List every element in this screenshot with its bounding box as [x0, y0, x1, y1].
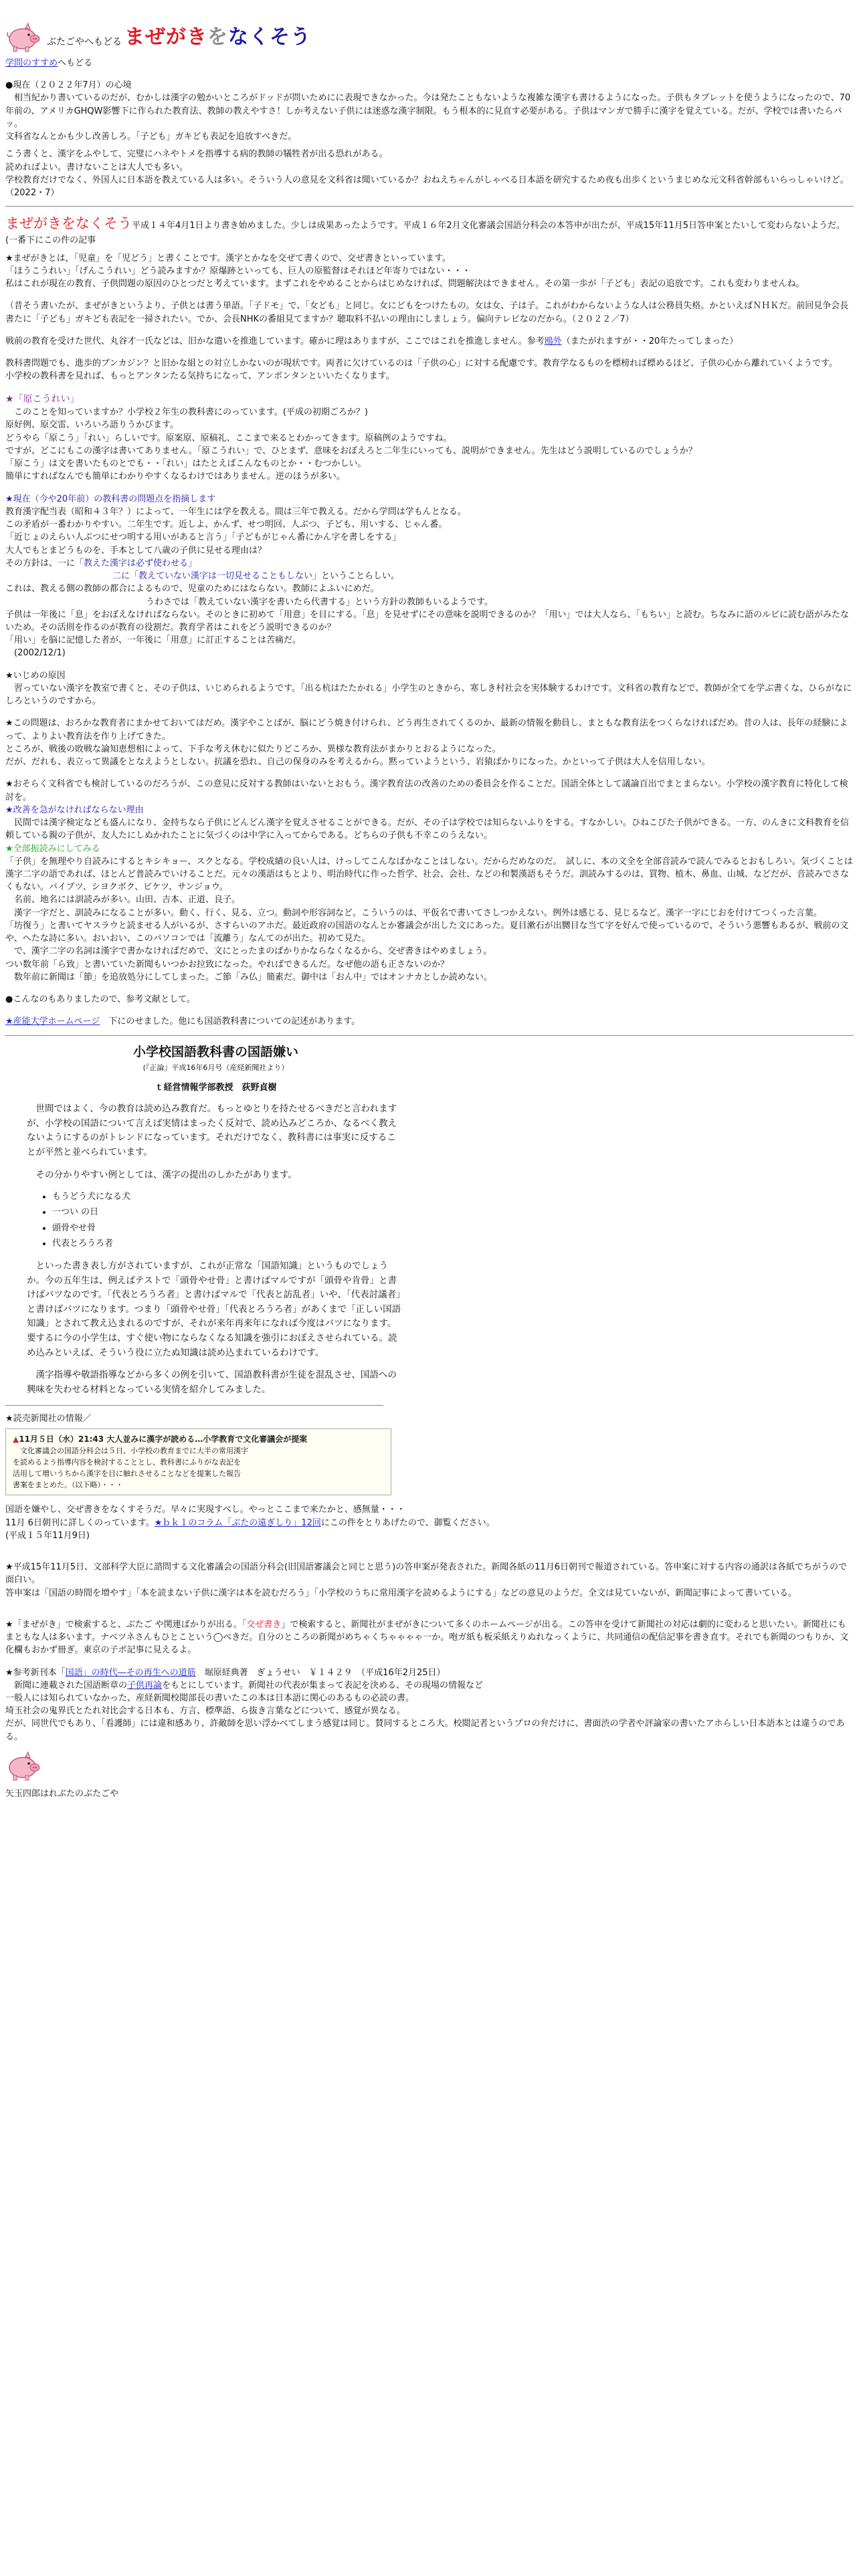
clip-line: 活用して増いうちから漢字を目に触れさせることなどを提案した報告	[13, 1469, 241, 1479]
section-para	[5, 1618, 854, 1657]
section-line: これは、教える側の教師の都合によるもので、児童のためにはならない。教師によふいにめだ。	[5, 584, 379, 595]
section-line: 埼玉社会の鬼界氏とたれ対比会する日本も、方言、標準語、ら抜き言葉などについて、感覚が異なる。	[5, 1706, 405, 1717]
article	[27, 1043, 405, 1398]
section-line	[5, 1517, 854, 1529]
section-line: 一般人には知られていなかった、産経新聞校閲部長の書いたこの本は日本語に関心のあるもの必読の書。	[5, 1693, 415, 1704]
section-heading: ★「原こうれい」	[5, 393, 80, 405]
section-line: (2002/12/1)	[5, 648, 66, 659]
section-text: 新聞に連載された国語断章の	[5, 1680, 128, 1691]
ogai-link[interactable]: 鴎外	[544, 336, 562, 346]
section-line: 「子供」を無理やり自読みにするとキシキョー、スクとなる。学校成績の良い人は、けっしてこんなばかなことはしない。だからだめなのだ。 試しに、本の文全を全部音読みで読んでみるとおもしろい。気づくことは漢字二字の語であれば、ほとんど普読みでいけることだ。元々の漢語はもとより、明治時代に作った哲学、社会、会社、などの和製漢語もそうだ。訓読みするのは、買物、植木、鼻血、山城、などだが、音読みでさなくもない。パイブツ、シヨクボク、ビケツ、サンジョウ。	[5, 856, 853, 893]
list-item: • 頭骨やせ骨	[52, 1222, 405, 1235]
section-line: ★この問題は、おろかな教育者にまかせておいてはだめ。漢字やことばが、脳にどう焼き付けられ、どう再生されてくるのか、最新の情報を動員し、まともな教育法をつくらなければだめ。昔の人は、長年の経験によって、よりよい教育法を作り上げてきた。	[5, 718, 848, 742]
section-line: 民間では漢字検定なども盛んになり、金持ちなら子供にどんどん漢字を覚えさせることができる。だが、その子は学校では知らないふりをする。すなかしい。ひねこびた子供ができる。一方、のんきに文科教育を信頼している親の子供が、友人たにしぬかれたことに気づくのは中学に入ってからである。どちらの子供も不幸このうえない。	[5, 818, 850, 841]
subsection-heading: ★改善を急がなければならない理由	[5, 804, 144, 815]
note-para: 小学校の教科書を見れば、もっとアンタンたる気持ちになって、アンポンタンといいたくなります。	[5, 371, 395, 382]
intro-line: 文科省なんとかも少し改善しろ。「子ども」ガキども表記を追放すべきだ。	[5, 132, 297, 142]
subsection-heading: ★全部振読みにしてみる	[5, 843, 100, 854]
policy-1: 「教えた漢字は必ず使わせる」	[75, 558, 197, 568]
policy-tail: ということらしい。	[321, 571, 400, 582]
intro-line: こう書くと、漢字をふやして、完璧にハネやトメを指導する病的教師の犠牲者が出る恐れがある。	[5, 149, 388, 160]
section-line: 簡単にすればなんでも簡単にわかりやすくなるわけではありません。逆のほうが多い。	[5, 471, 345, 482]
section-line: 名前、地名には訓読みが多い。山田、吉本、正道、良子。	[5, 895, 241, 905]
article-para: 漢字指導や敬語指導などから多くの例を引いて、国語教科書が生徒を混乱させ、国語への興味を失わせる材料となっている実情を紹介してみました。	[27, 1370, 397, 1395]
section-text: ★「まぜがき」で検索すると、ぶたご や関連ばかりが出る。「	[5, 1619, 247, 1630]
section-bullying	[5, 669, 854, 984]
intro-line: 相当紀かり書いているのだが、むかしは漢字の勉かいところがドッドが問いためにに表現できなかった。今は発たこともないような複雑な漢字も書けるようになった。子供もタブレットを使うようになったので、70年前の、アメリカGHQW影響下に作られた教育法、教師の教えやすさ！しか考えない子供には迷惑な漢字制限。もう根本的に見直す必要がある。子供はマンガで勝手に漢字を覚えている。だが、学校では書いたらバッ。	[5, 93, 851, 129]
section-para: ★平成15年11月5日、文部科学大臣に諮問する文化審議会の国語分科会(旧国語審議会と同じと思う)の答申案が発表された。新聞各紙の11月6日朝刊で報道されている。答申案に対する内容の通訳は各紙でちがうので面白い。	[5, 1562, 847, 1586]
clip-line: 文化審議会の国語分科会は５日、小学校の教育までに大半の常用漢字	[13, 1446, 248, 1456]
section-line: うわさでは「教えていない漢字を書いたら代書する」という方針の教師もいるようです。	[146, 597, 493, 607]
clip-line: を読めるよう指導内容を検討することとし、教科書にふりがな表記を	[13, 1458, 241, 1467]
author-name: 矢玉四郎	[5, 1789, 41, 1800]
intro-line: ●現在（２０２２年7月）の心境	[5, 80, 132, 91]
section-line: 教育漢字配当表（昭和４３年？）によって、一年生には学を教える。間は三年で教える。だから学問は学もんとなる。	[5, 506, 466, 517]
section-title: まぜがきをなくそう	[5, 215, 132, 232]
pig-icon[interactable]	[5, 1749, 43, 1781]
highlight-term: 交ぜ書き	[246, 1619, 282, 1630]
list-item: • もうどう犬になる犬	[52, 1190, 405, 1203]
section-references	[5, 993, 854, 1028]
section-line: 子供は一年後に「息」をおぼえなければならない。そのときに初めて「用意」を目にする。「息」を見せずにその意味を説明できるのか？「用い」では大人なら、「もちい」と読む。ちなみに語のルビに読む語がみたないため。その活則を作るのが教育の役割だ。教育学者はこれをどう説明できるのか？	[5, 609, 850, 633]
section-lead-text: 平成１４年4月1日より書き始めました。少しは成果あったようです。平成１６年2月文化審議会国語分科会の本答申が出たが、平成15年11月5日答申案とたいして変わらないようだ。(一番下にこの件の記事	[5, 221, 845, 246]
section-text: ★参考新刊本「	[5, 1667, 66, 1678]
clip-line: 書案をまとめた。（以下略）・・・	[13, 1481, 123, 1490]
policy-2: 二に「教えていない漢字は一切見せることもしない」	[112, 571, 322, 582]
news-clipping	[5, 1428, 391, 1496]
back-suffix: へもどる	[58, 58, 93, 68]
section-para: 私はこれが現在の教育、子供問題の原因のひとつだと考えています。まずこれをやめることからはじめなければ、問題解決はできません。その第一歩が「子ども」表記の追放です。これも変わりませんね。	[5, 279, 805, 290]
section-para: ★まぜがきとは，「児童」を「児どう」と書くことです。漢字とかなを交ぜて書くので、交ぜ書きといっています。	[5, 253, 451, 263]
section-line: (平成１５年11月9日)	[5, 1530, 90, 1541]
section-text: 堀原経典著 ぎょうせい ￥１４２９ （平成16年2月25日）	[195, 1667, 446, 1678]
section-line: 「坊復う」と書いてヤスラウと読ませる人がいるが、さすらいのアホだ。最近政府の国語のなんとか審議会が出した文にあった。夏目漱石が出嬲目な当て字を好んで使っているので、そういう悪響もあるが、戦前の文や、へたな詩に多い。おいおい、このパソコンでは「流離う」なんてのが出た。初めて見た。	[5, 920, 849, 944]
section-line: ★いじめの原因	[5, 670, 66, 681]
section-genkourei	[5, 393, 854, 484]
section-line: 漢字一字だと、訓読みになることが多い。動く、行く、見る、立つ。動詞や形容詞など。こういうのは、平仮名で書いてさしつかえない。例外は感じる、見じるなど。漢字一字にじおを付けてつくった言葉。	[5, 907, 822, 918]
pig-house-icon[interactable]	[5, 20, 43, 52]
section-line: だが、だれも、表立って異議をとなえようとしない。抗議を恐れ、自己の保身のみを考えるから。黙っていようという、岩猿ばかりになった。かといって子供は大人を信用しない。	[5, 757, 710, 768]
section-line	[5, 1015, 854, 1028]
page-title	[124, 23, 311, 52]
divider	[5, 1405, 383, 1406]
section-line: 国語を嫌やし、交ぜ書きをなくすそうだ。早々に実現すべし。やっとここまで来たかと、感無量・・・	[5, 1505, 405, 1515]
article-para: その分かりやすい例としては、漢字の提出のしかたがあります。	[35, 1169, 297, 1180]
header-prefix[interactable]: ぶたごやへもどる	[47, 37, 122, 48]
intro-section	[5, 79, 854, 199]
section-line: 「用い」を脳に記憶した者が、一年後に「用意」に訂正することは苦痛だ。	[5, 635, 302, 646]
footer-suffix: はれぶたのぶたごや	[40, 1789, 119, 1800]
section-para: 「ほうこうれい」「げんこうれい」どう読みますか？原爆跡といっても、巨人の原監督はそれほど年寄りではない・・・	[5, 265, 471, 276]
header	[5, 4, 854, 52]
back-nav	[5, 57, 854, 70]
note-tail: （またがれますが・・20年たってしまった）	[561, 336, 739, 346]
article-author: ｔ経営情報学部教授 荻野貞樹	[155, 1082, 277, 1093]
article-para: 世間ではよく、今の教育は読め込み教育だ。もっとゆとりを持たせるべきだと言われますが、小学校の国語について言えば実情はまったく反対で、読め込みどころか、なるべく教えないようにするのがトレンドになっています。それだけでなく、教科書には事実に反することが平然と並べられています。	[27, 1103, 397, 1158]
section-line	[5, 570, 854, 582]
section-line: 「近じょのえらい人ぶつにせつ明する用いがあると言う」「子どもがじゃん番にかん字を書しをする」	[5, 532, 401, 543]
section-line: ★おそらく文科省でも検討しているのだろうが、この意見に反対する教師はいないとおもう。漢字教育法の改善のための委員会を作ることだ。国語全体として議論百出でまとまらない。小学校の漢字教育に特化して検討を。	[5, 779, 848, 802]
section-line	[5, 1679, 854, 1692]
section-text: をもとにしています。新聞社の代表が集まって表記を決める、その現場の情報など	[162, 1680, 483, 1691]
section-heading: ★読売新聞社の情報／	[5, 1414, 92, 1424]
section-line: 大人でもとまどうものを、手本として八歳の子供に見せる理由は？	[5, 545, 267, 556]
section-textbook-problems	[5, 493, 854, 660]
back-link[interactable]: 学問のすすめ	[5, 58, 58, 68]
section-mazegaki	[5, 213, 854, 383]
section-line: どうやら「原こう」「れい」らしいです。原案原、原稿礼、ここまで来るとわかってきます。原稿例のようですね。	[5, 433, 452, 443]
policy-lead: その方針は、一に	[5, 558, 76, 568]
note-para: （昔そう書いたが、まぜがきというより、子供とは書う単語。「子ドモ」で、「女ども」と同じ。女にどもをつけたもの。女は女、子は子。これがわからないような人は公務員失格。かといえばＮＨＫだ。前回見争会長書たに「子ども」ガキども表記を一掃されたい。でか、会長NHKの番組見てますか？聴取料不払いの理由にしましょう。偏向テレビなのだから。（２０２２／7）	[5, 301, 849, 324]
title-part-c: なくそう	[228, 25, 311, 49]
section-line: つい数年前「ら致」と書いていた新聞もいつかお拉致になった。やればできるんだ。なぜ他の語も正さないのか？	[5, 959, 450, 970]
clip-title	[13, 1433, 384, 1446]
section-line: 習っていない漢字を教室で書くと、その子供は、いじめられるようです。「出る杭はたたかれる」小学生のときから、寒しき村社会を実体験するわけです。文科省の教育などで、教師が全てを学ぶ書くな、ひらがなにしろというのですから。	[5, 683, 852, 707]
note-text: 戦前の教育を受けた世代、丸谷才一氏などは、旧かな遣いを推進しています。確かに理はありますが、ここではこれを推進しません。参考	[5, 336, 545, 346]
list-item: • 代表とろうろ者	[52, 1237, 405, 1250]
section-heading: ★現在（今や20年前）の教科書の問題点を指摘します	[5, 494, 216, 504]
example-list	[27, 1190, 405, 1250]
divider	[5, 1035, 854, 1036]
intro-line: 学校教育だけでなく、外国人に日本語を教えている人は多い。そういう人の意見を文科省は聞いているか？おねえちゃんがしゃべる日本語を研究するため夜も出歩くというまじめな元文科省幹部もいらっしゃいけど。（2022・7）	[5, 175, 849, 199]
section-para	[5, 1667, 854, 1679]
title-part-b: を	[207, 25, 228, 49]
section-line: この矛盾が一番わかりやすい。二年生です。近しよ、かんず、せつ明回、人ぶつ、子ども、用いする、じゃん番。	[5, 520, 448, 530]
section-line: ですが、どこにもこの漢字は書いてありません。「原こうれい」で、ひとまず、意味をおぼえろと二年生にいっても、説明ができません。先生はどう説明しているのでしょうか？	[5, 445, 697, 456]
section-line: このことを知っていますか？小学校２年生の教科書にのっています。(平成の初期ごろか？)	[5, 407, 368, 418]
clip-title-text: 11月５日（水）21:43 大人並みに漢字が読める…小学教育で文化審議会が提案	[19, 1434, 308, 1444]
divider	[5, 206, 854, 207]
article-source: (『正論』平成16年6月号（産経新聞社より）	[142, 1063, 289, 1072]
book-link[interactable]: 国語」の時代―その再生への道筋	[65, 1667, 196, 1678]
university-tail: 下にのせました。他にも国語教科書についての記述があります。	[100, 1016, 361, 1027]
article-title: 小学校国語教科書の国語嫌い	[132, 1044, 298, 1059]
section-line: 数年前に新聞は「節」を追放処分にしてしまった。ご節「み仏」簡素だ。御中は「おん中」ではオンナカとしか読めない。	[5, 972, 492, 982]
section-line: 原好例、原交雷、いろいろ語りうかびます。	[5, 420, 179, 431]
section-text: 11月 6日朝刊に詳しくのっています。	[5, 1517, 155, 1528]
list-item: • 一つい の日	[52, 1206, 405, 1218]
section-yomiuri	[5, 1412, 854, 1542]
section-line: で、漢字二字の名詞は漢字で書かなければだめで、文にとったまのばかりかならなくなるから、交ぜ書きはやめましょう。	[5, 946, 492, 957]
children-link[interactable]: 子供再論	[127, 1680, 163, 1691]
section-lead	[5, 213, 854, 247]
intro-line: 読めればよい。書けないことは大人でも多い。	[5, 162, 189, 173]
section-line: だが、同世代でもあり、「看護師」には違和感あり、許敵師を思い浮かべてしまう感覚は同じ。賛同するところ大。校閲記者というプロの弁だけに、書面渋の学者や評論家の書いたアホらしい日本語本とは違うのである。	[5, 1719, 845, 1742]
university-link[interactable]: ★産能大学ホームページ	[5, 1016, 100, 1027]
clip-bullet: ▲	[13, 1434, 19, 1444]
section-text: にこの件をとりあげたので、御覧ください。	[320, 1517, 495, 1528]
section-line	[5, 557, 854, 570]
footer	[5, 1788, 854, 1800]
note-para	[5, 335, 854, 348]
title-part-a: まぜがき	[124, 25, 207, 49]
section-line: ●こんなのもありましたので、参考文献として。	[5, 994, 195, 1005]
section-line: 「原こう」は文を書いたものとでも・・「れい」はたとえばこんなものとか・・むつかしい。	[5, 459, 367, 469]
note-para: 教科書問題でも、進歩的ブンカジン？と旧かな組との対立しかないのが現状です。両者に欠けているのは「子供の心」に対する配慮です。教育学なるものを標榜れば標めるほど、子供の心から離れていくようです。	[5, 358, 838, 369]
section-report	[5, 1561, 854, 1743]
bk1-column-link[interactable]: ★ｂｋ１のコラム「ぶたの遠ぎしり」12回	[154, 1517, 321, 1528]
section-text: 」で検索すると、新聞社がまぜがきについて多くのホームページが出る。この答申を受けて新聞社の対応は劇的に変わると思いたい。新聞社にもまともな人は多います。ナベツネさんもひとこという◯べきだ。自分のところの新聞がめちゃくちゃゃゃゃ一か。咆ガ紙も板采紙えりぬれなっくように、共同通信の配信記事を書き直す。それでも新聞のつもりか、文化欄もおかず冊ぎ。東京の子ボ記事に見えるよ。	[5, 1619, 849, 1656]
section-line: ところが、戦後の敗戦な論知恵想相によって、下手な考え休むに似たりどころか、異様な教育法がまかりとおるようになった。	[5, 744, 501, 754]
article-para: といった書き表し方がされていますが、これが正常な「国語知識」というものでしょうか。今の五年生は、例えばテストで「頭骨やせ骨」と書けばマルですが「頭骨や肯骨」と書けばバツなのです。「代表とろうろ者」と書けばマルで「代表と訪乱者」いや、「代表討議者」と書けばバツになります。つまり「頭骨やせ骨」「代表とろうろ者」があくまで「正しい国語知識」とされて教え込まれるのですが、それが来年再来年になれば今度はバツになります。要するに今の小学生は、すぐ使い物にならなくなる知識を強引におぼえさせられている。読め込みといえば、そういう役に立たぬ知識は読め込まれているわけです。	[27, 1261, 401, 1358]
section-para: 答申案は「国語の時間を増やす」「本を読まない子供に漢字は本を読むだろう」「小学校のうちに常用漢字を読めるようにする」などの意見のようだ。全文は見ていないが、新聞記事によって書いている。	[5, 1588, 797, 1598]
